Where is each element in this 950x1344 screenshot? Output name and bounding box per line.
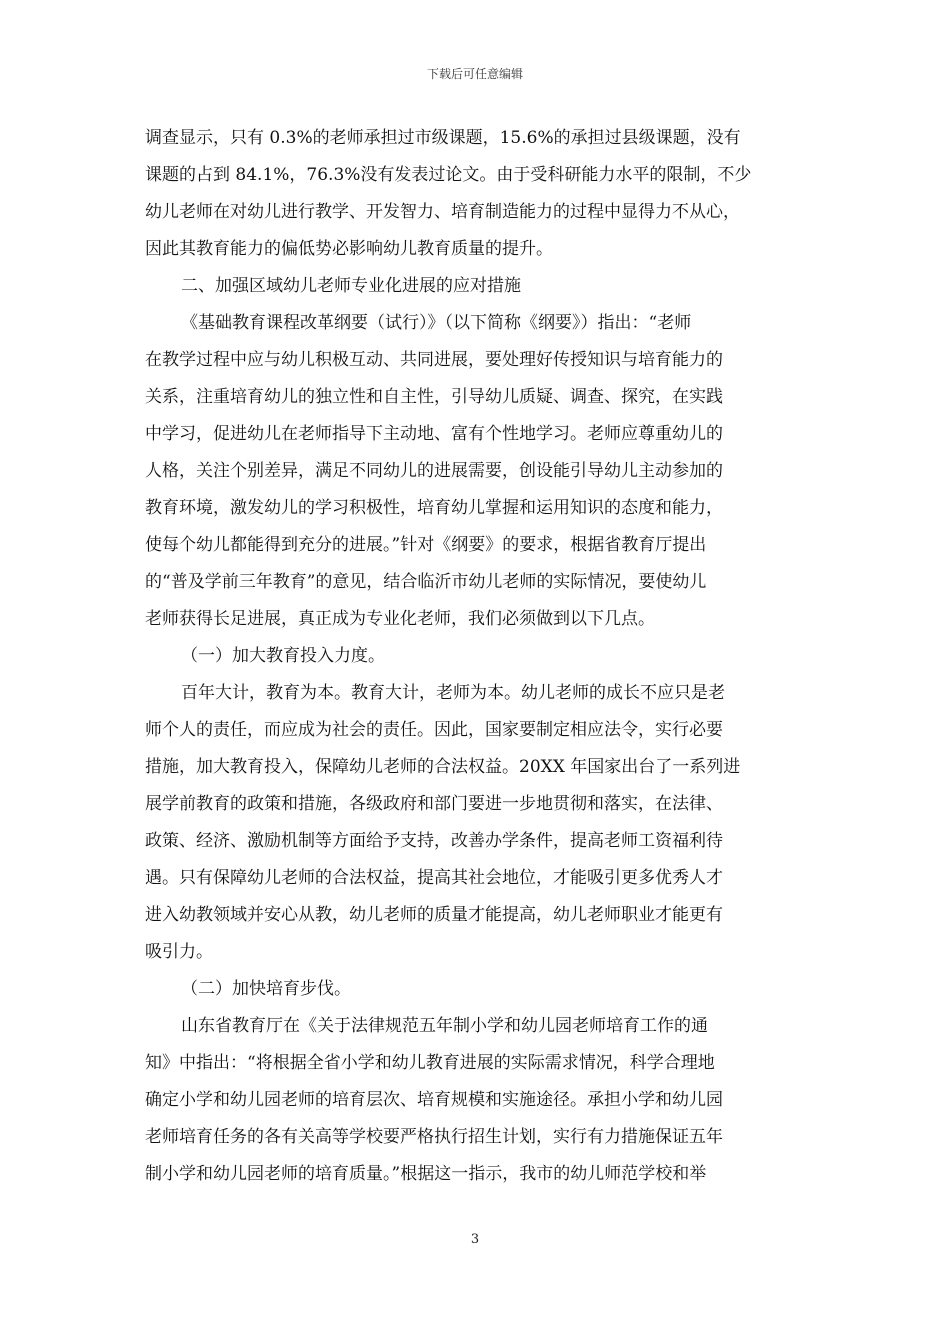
text-line: 山东省教育厅在《关于法律规范五年制小学和幼儿园老师培育工作的通 <box>181 1016 708 1036</box>
text-line: 老师培育任务的各有关高等学校要严格执行招生计划，实行有力措施保证五年 <box>145 1127 723 1147</box>
page-header: 下载后可任意编辑 <box>426 67 523 81</box>
document-body <box>145 120 805 1193</box>
text-line: 展学前教育的政策和措施，各级政府和部门要进一步地贯彻和落实，在法律、 <box>145 794 723 814</box>
page-number: 3 <box>470 1232 480 1247</box>
text-line: 使每个幼儿都能得到充分的进展。”针对《纲要》的要求，根据省教育厅提出 <box>145 535 707 555</box>
text-line: 知》中指出：“将根据全省小学和幼儿教育进展的实际需求情况，科学合理地 <box>145 1053 715 1073</box>
text-line: 幼儿老师在对幼儿进行教学、开发智力、培育制造能力的过程中显得力不从心， <box>145 202 740 222</box>
text-line: 师个人的责任，而应成为社会的责任。因此，国家要制定相应法令，实行必要 <box>145 720 723 740</box>
text-line: （二）加快培育步伐。 <box>181 979 351 999</box>
text-line: 课题的占到 84.1%，76.3%没有发表过论文。由于受科研能力水平的限制，不少 <box>145 165 752 185</box>
text-line: 措施，加大教育投入，保障幼儿老师的合法权益。20XX 年国家出台了一系列进 <box>145 757 741 777</box>
text-line: 调查显示，只有 0.3%的老师承担过市级课题，15.6%的承担过县级课题，没有 <box>145 128 741 148</box>
text-line: 百年大计，教育为本。教育大计，老师为本。幼儿老师的成长不应只是老 <box>181 683 725 703</box>
text-line: 中学习，促进幼儿在老师指导下主动地、富有个性地学习。老师应尊重幼儿的 <box>145 424 723 444</box>
text-line: 因此其教育能力的偏低势必影响幼儿教育质量的提升。 <box>145 239 553 259</box>
text-line: 二、加强区域幼儿老师专业化进展的应对措施 <box>181 276 521 296</box>
text-line: 吸引力。 <box>145 942 213 962</box>
text-line: 遇。只有保障幼儿老师的合法权益，提高其社会地位，才能吸引更多优秀人才 <box>145 868 723 888</box>
text-line: 《基础教育课程改革纲要（试行）》（以下简称《纲要》）指出：“老师 <box>181 313 692 333</box>
text-line: 政策、经济、激励机制等方面给予支持，改善办学条件，提高老师工资福利待 <box>145 831 723 851</box>
text-line: 关系，注重培育幼儿的独立性和自主性，引导幼儿质疑、调查、探究，在实践 <box>145 387 723 407</box>
text-line: 的“普及学前三年教育”的意见，结合临沂市幼儿老师的实际情况，要使幼儿 <box>145 572 707 592</box>
text-line: 确定小学和幼儿园老师的培育层次、培育规模和实施途径。承担小学和幼儿园 <box>145 1090 723 1110</box>
text-line: 制小学和幼儿园老师的培育质量。”根据这一指示，我市的幼儿师范学校和举 <box>145 1164 707 1184</box>
text-line: 老师获得长足进展，真正成为专业化老师，我们必须做到以下几点。 <box>145 609 655 629</box>
text-line: 进入幼教领域并安心从教，幼儿老师的质量才能提高，幼儿老师职业才能更有 <box>145 905 723 925</box>
text-line: （一）加大教育投入力度。 <box>181 646 385 666</box>
text-line: 人格，关注个别差异，满足不同幼儿的进展需要，创设能引导幼儿主动参加的 <box>145 461 723 481</box>
text-line: 教育环境，激发幼儿的学习积极性，培育幼儿掌握和运用知识的态度和能力， <box>145 498 723 518</box>
text-line: 在教学过程中应与幼儿积极互动、共同进展，要处理好传授知识与培育能力的 <box>145 350 723 370</box>
